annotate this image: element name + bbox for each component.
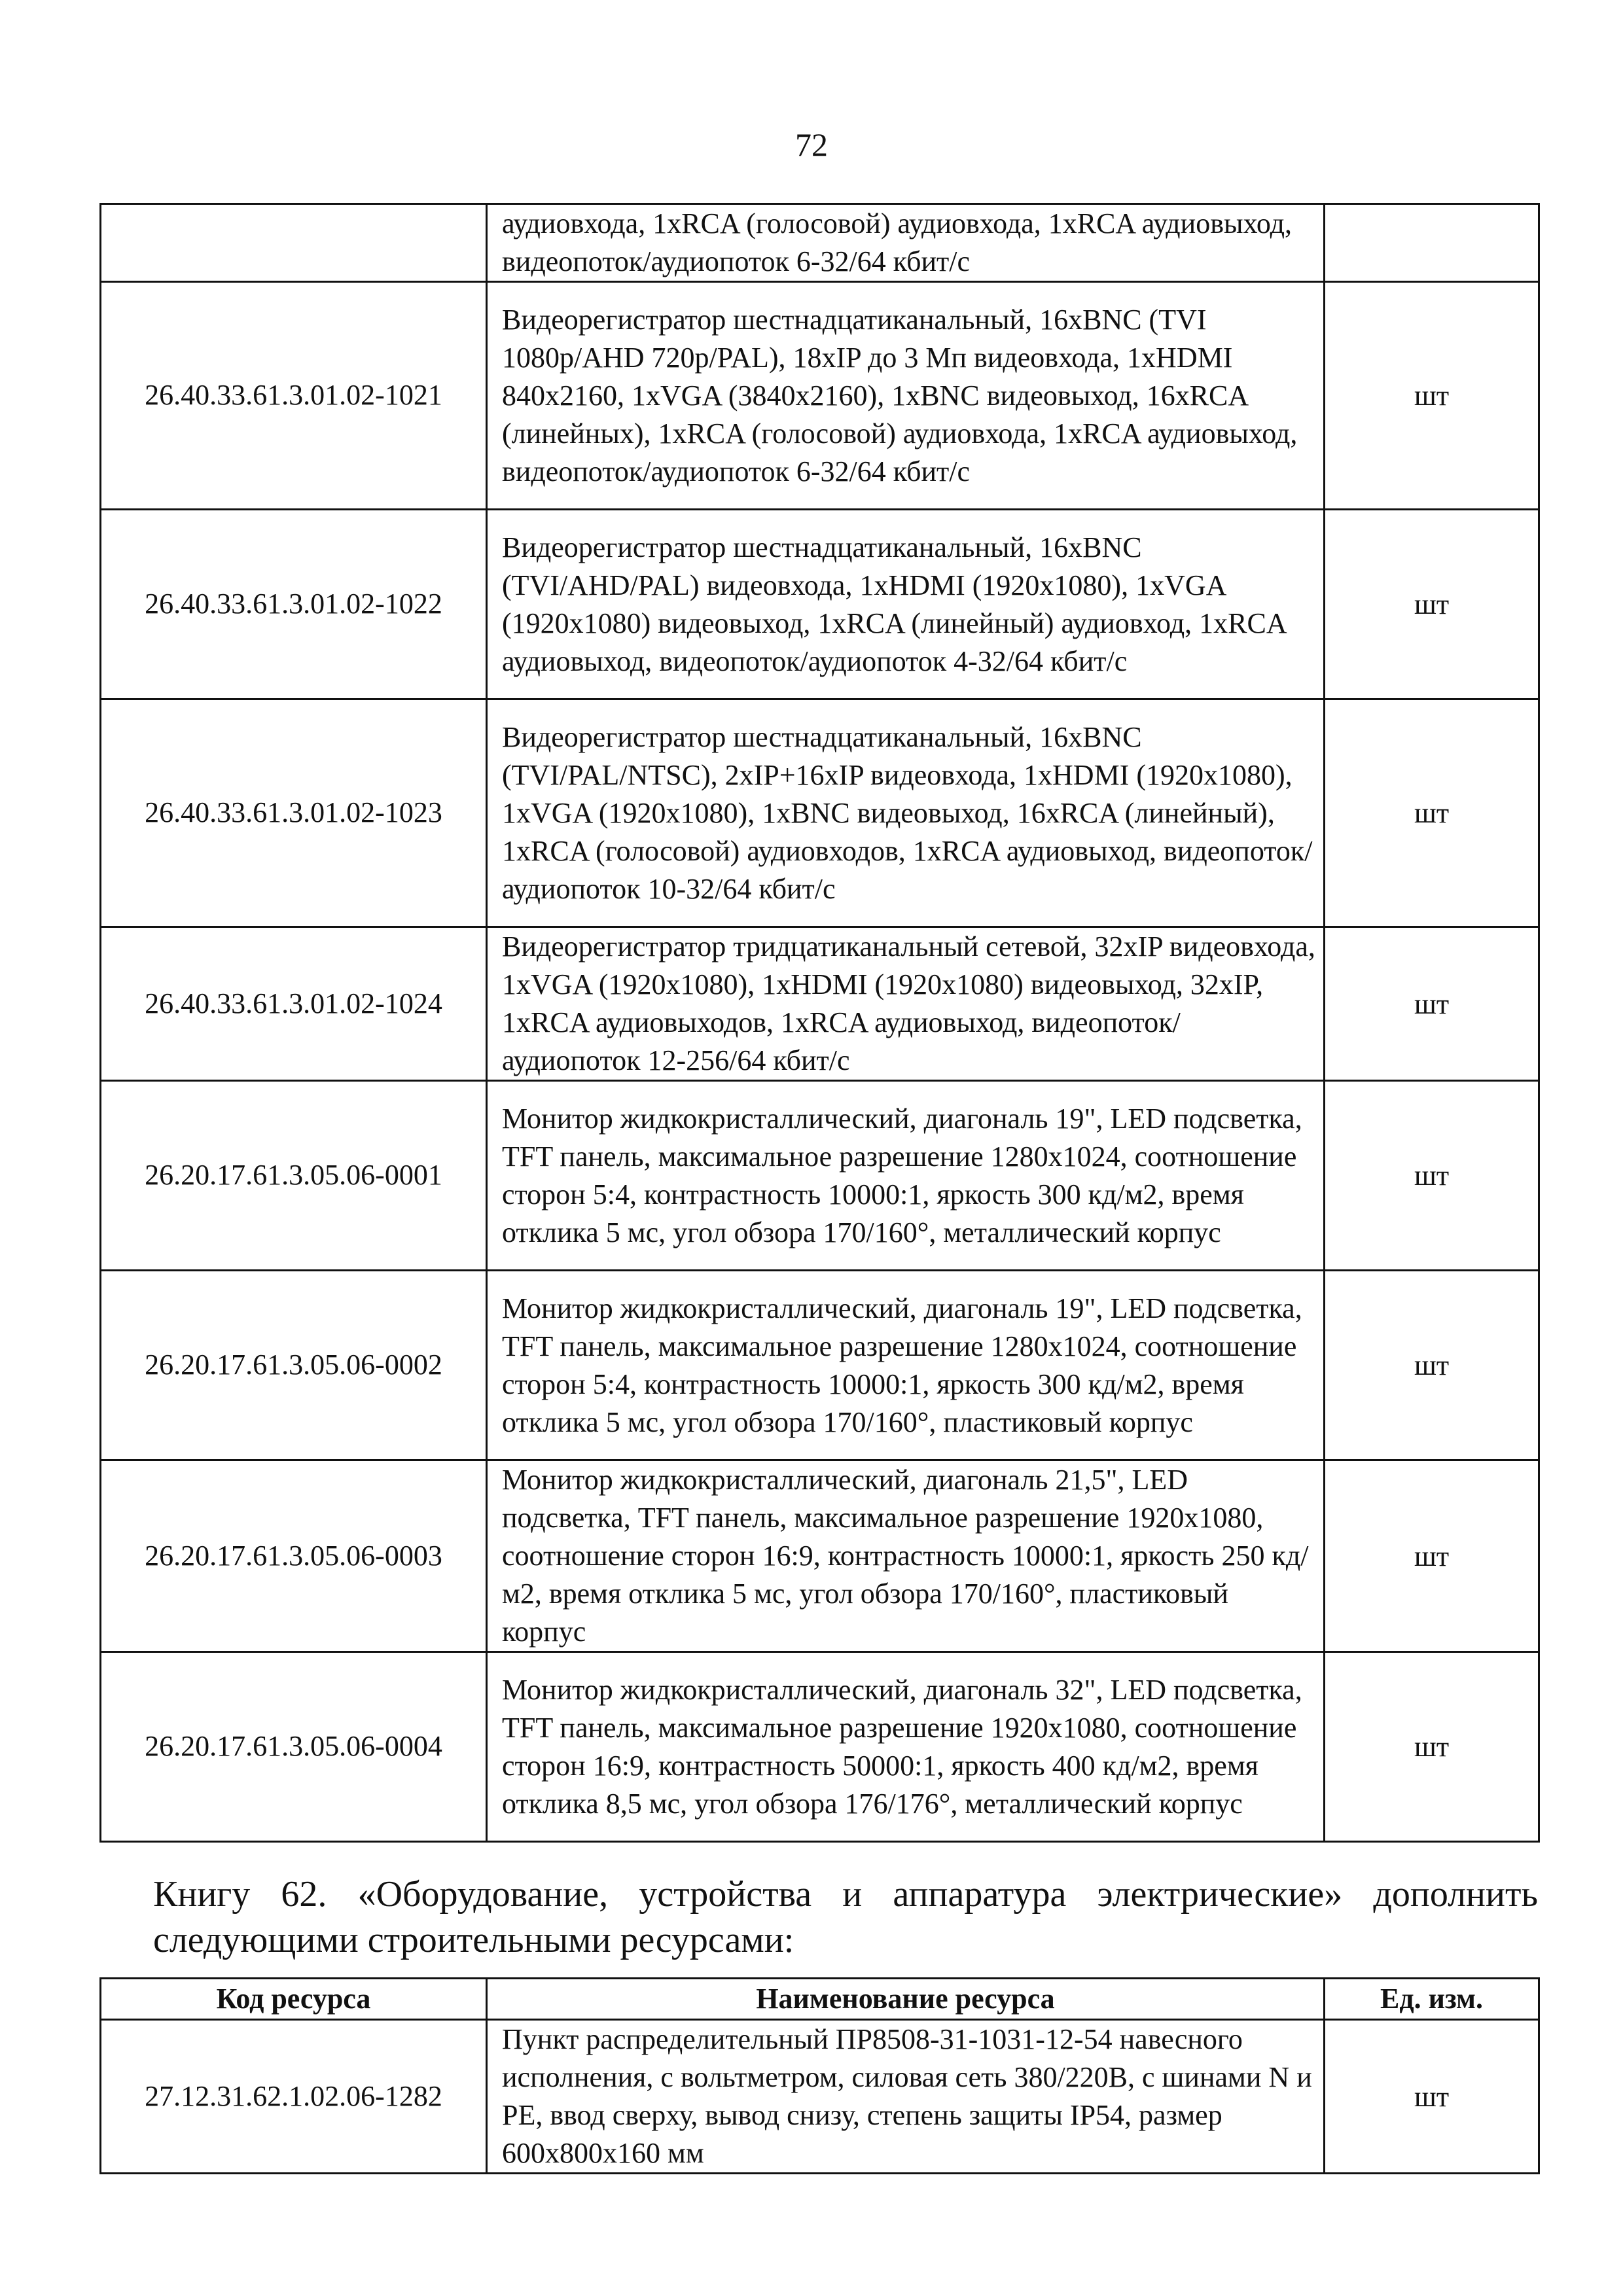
table-row <box>101 2020 1539 2174</box>
resource-unit-cell: шт <box>1325 1460 1539 1652</box>
resource-name-cell: Монитор жидкокристаллический, диагональ 19", LED подсветка, TFT панель, максимальное разрешение 1280x1024, соотношение сторон 5:4, контрастность 10000:1, яркость 300 кд/м2, время отклика 5 мс, угол обзора 170/160°, пластиковый корпус <box>487 1271 1325 1460</box>
column-header-name: Наименование ресурса <box>487 1979 1325 2020</box>
resource-unit-cell <box>1325 204 1539 282</box>
table-row <box>101 282 1539 510</box>
resource-name-cell: Видеорегистратор шестнадцатиканальный, 16xBNC (TVI 1080p/AHD 720p/PAL), 18xIP до 3 Мп видеовхода, 1xHDMI 840x2160, 1xVGA (3840x2160), 1xBNC видеовыход, 16xRCA (линейных), 1xRCA (голосовой) аудиовхода, 1xRCA аудиовыход, видеопоток/аудиопоток 6-32/64 кбит/с <box>487 282 1325 510</box>
resource-unit-cell: шт <box>1325 1652 1539 1842</box>
resource-code-cell: 26.40.33.61.3.01.02-1021 <box>101 282 487 510</box>
resource-code-cell: 26.20.17.61.3.05.06-0003 <box>101 1460 487 1652</box>
table-row <box>101 927 1539 1081</box>
column-header-code: Код ресурса <box>101 1979 487 2020</box>
resource-unit-cell: шт <box>1325 2020 1539 2174</box>
book-62-resources-table <box>99 1977 1540 2174</box>
table-header-row <box>101 1979 1539 2020</box>
resource-name-cell: Видеорегистратор шестнадцатиканальный, 16xBNC (TVI/PAL/NTSC), 2xIP+16xIP видеовхода, 1xHDMI (1920x1080), 1xVGA (1920x1080), 1xBNC видеовыход, 16xRCA (линейный), 1xRCA (голосовой) аудиовходов, 1xRCA аудиовыход, видеопоток/аудиопоток 10-32/64 кбит/с <box>487 699 1325 927</box>
resource-name-cell: Пункт распределительный ПР8508-31-1031-12-54 навесного исполнения, с вольтметром, силовая сеть 380/220В, с шинами N и PE, ввод сверху, вывод снизу, степень защиты IP54, размер 600x800x160 мм <box>487 2020 1325 2174</box>
table-row <box>101 1460 1539 1652</box>
table-row <box>101 510 1539 699</box>
table-row <box>101 1081 1539 1271</box>
table-row <box>101 1271 1539 1460</box>
resource-unit-cell: шт <box>1325 699 1539 927</box>
resource-code-cell: 26.40.33.61.3.01.02-1022 <box>101 510 487 699</box>
resource-code-cell: 26.20.17.61.3.05.06-0002 <box>101 1271 487 1460</box>
resource-code-cell: 26.20.17.61.3.05.06-0004 <box>101 1652 487 1842</box>
resource-unit-cell: шт <box>1325 510 1539 699</box>
resource-code-cell: 26.40.33.61.3.01.02-1024 <box>101 927 487 1081</box>
table-row <box>101 699 1539 927</box>
table-row <box>101 1652 1539 1842</box>
resource-code-cell: 26.20.17.61.3.05.06-0001 <box>101 1081 487 1271</box>
resource-name-cell: Видеорегистратор шестнадцатиканальный, 16xBNC (TVI/AHD/PAL) видеовхода, 1xHDMI (1920x1080), 1xVGA (1920x1080) видеовыход, 1xRCA (линейный) аудиовход, 1xRCA аудиовыход, видеопоток/аудиопоток 4-32/64 кбит/с <box>487 510 1325 699</box>
resource-unit-cell: шт <box>1325 282 1539 510</box>
resource-name-cell: аудиовхода, 1xRCA (голосовой) аудиовхода, 1xRCA аудиовыход, видеопоток/аудиопоток 6-32/64 кбит/с <box>487 204 1325 282</box>
resource-name-cell: Монитор жидкокристаллический, диагональ 21,5", LED подсветка, TFT панель, максимальное разрешение 1920x1080, соотношение сторон 16:9, контрастность 10000:1, яркость 250 кд/м2, время отклика 5 мс, угол обзора 170/160°, пластиковый корпус <box>487 1460 1325 1652</box>
page-number: 72 <box>795 126 828 163</box>
book-addition-note: Книгу 62. «Оборудование, устройства и аппаратура электрические» дополнить следующими строительными ресурсами: <box>153 1874 1538 1960</box>
resource-name-cell: Монитор жидкокристаллический, диагональ 32", LED подсветка, TFT панель, максимальное разрешение 1920x1080, соотношение сторон 16:9, контрастность 50000:1, яркость 400 кд/м2, время отклика 8,5 мс, угол обзора 176/176°, металлический корпус <box>487 1652 1325 1842</box>
resource-unit-cell: шт <box>1325 1081 1539 1271</box>
resource-code-cell <box>101 204 487 282</box>
table-row <box>101 204 1539 282</box>
resource-unit-cell: шт <box>1325 1271 1539 1460</box>
resource-name-cell: Видеорегистратор тридцатиканальный сетевой, 32xIP видеовхода, 1xVGA (1920x1080), 1xHDMI (1920x1080) видеовыход, 32xIP, 1xRCA аудиовыходов, 1xRCA аудиовыход, видеопоток/аудиопоток 12-256/64 кбит/с <box>487 927 1325 1081</box>
resource-code-cell: 26.40.33.61.3.01.02-1023 <box>101 699 487 927</box>
resource-unit-cell: шт <box>1325 927 1539 1081</box>
column-header-unit: Ед. изм. <box>1325 1979 1539 2020</box>
resources-table-continued <box>99 203 1540 1843</box>
resource-name-cell: Монитор жидкокристаллический, диагональ 19", LED подсветка, TFT панель, максимальное разрешение 1280x1024, соотношение сторон 5:4, контрастность 10000:1, яркость 300 кд/м2, время отклика 5 мс, угол обзора 170/160°, металлический корпус <box>487 1081 1325 1271</box>
resource-code-cell: 27.12.31.62.1.02.06-1282 <box>101 2020 487 2174</box>
